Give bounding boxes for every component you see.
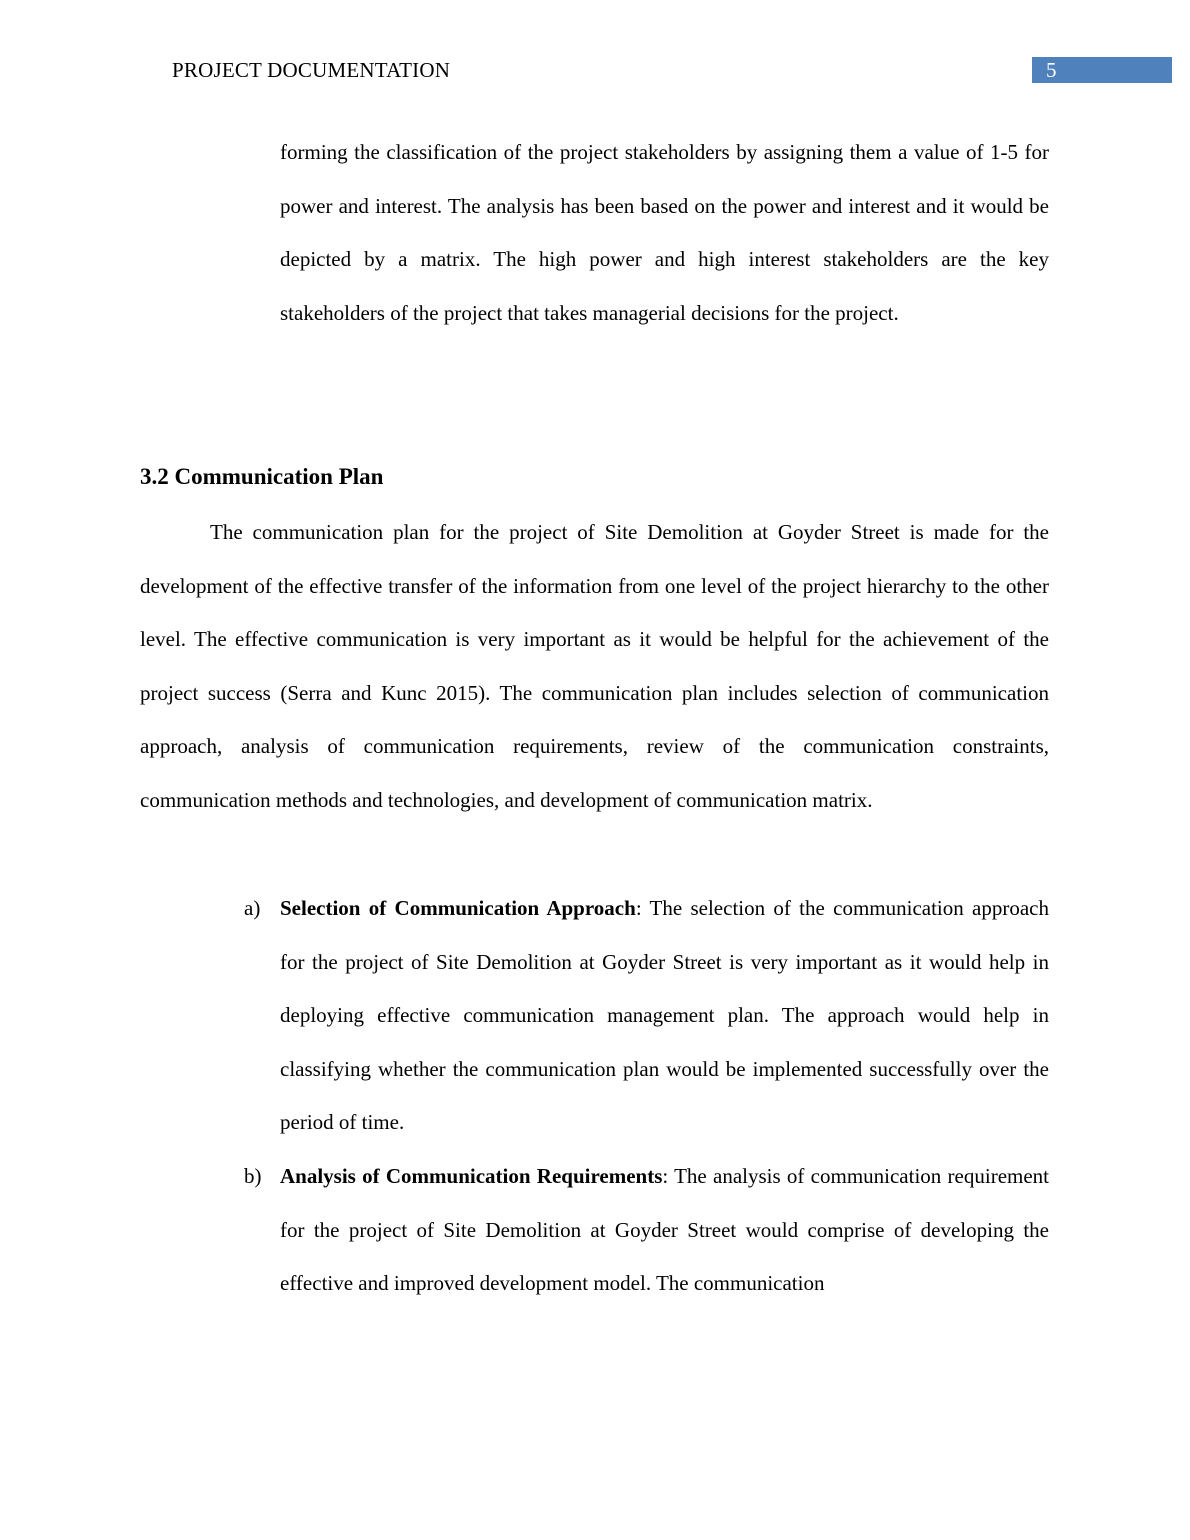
- list-item-title: Analysis of Communication Requirements: [280, 1164, 663, 1188]
- section-heading: 3.2 Communication Plan: [140, 464, 384, 489]
- page-number: 5: [1046, 58, 1057, 82]
- intro-paragraph: The communication plan for the project of Site Demolition at Goyder Street is made for the development of the effective transfer of the information from one level of the project hierarchy to the other level. The effective communication is very important as it would be helpful for the achievement of the project success (Serra and Kunc 2015). The communication plan includes selection of communication approach, analysis of communication requirements, review of the communication constraints, communication methods and technologies, and development of communication matrix.: [140, 520, 1049, 812]
- list-item-title: Selection of Communication Approach: [280, 896, 636, 920]
- page-number-box: [1032, 57, 1172, 83]
- running-header-title: PROJECT DOCUMENTATION: [172, 58, 451, 82]
- list-item-text: : The selection of the communication approach for the project of Site Demolition at Goyder Street is very important as it would help in deploying effective communication management plan. The approach would help in classifying whether the communication plan would be implemented successfully over the period of time.: [280, 896, 1049, 1135]
- list-item: [244, 1150, 1049, 1311]
- list-item: [244, 882, 1049, 1150]
- list-marker: b): [244, 1164, 262, 1188]
- list-marker: a): [244, 896, 261, 920]
- list-item-text: : The analysis of communication requirement for the project of Site Demolition at Goyder Street would comprise of developing the effective and improved development model. The communication: [280, 1164, 1049, 1296]
- continued-paragraph: forming the classification of the project stakeholders by assigning them a value of 1-5 for power and interest. The analysis has been based on the power and interest and it would be depicted by a matrix. The high power and high interest stakeholders are the key stakeholders of the project that takes managerial decisions for the project.: [280, 140, 1049, 325]
